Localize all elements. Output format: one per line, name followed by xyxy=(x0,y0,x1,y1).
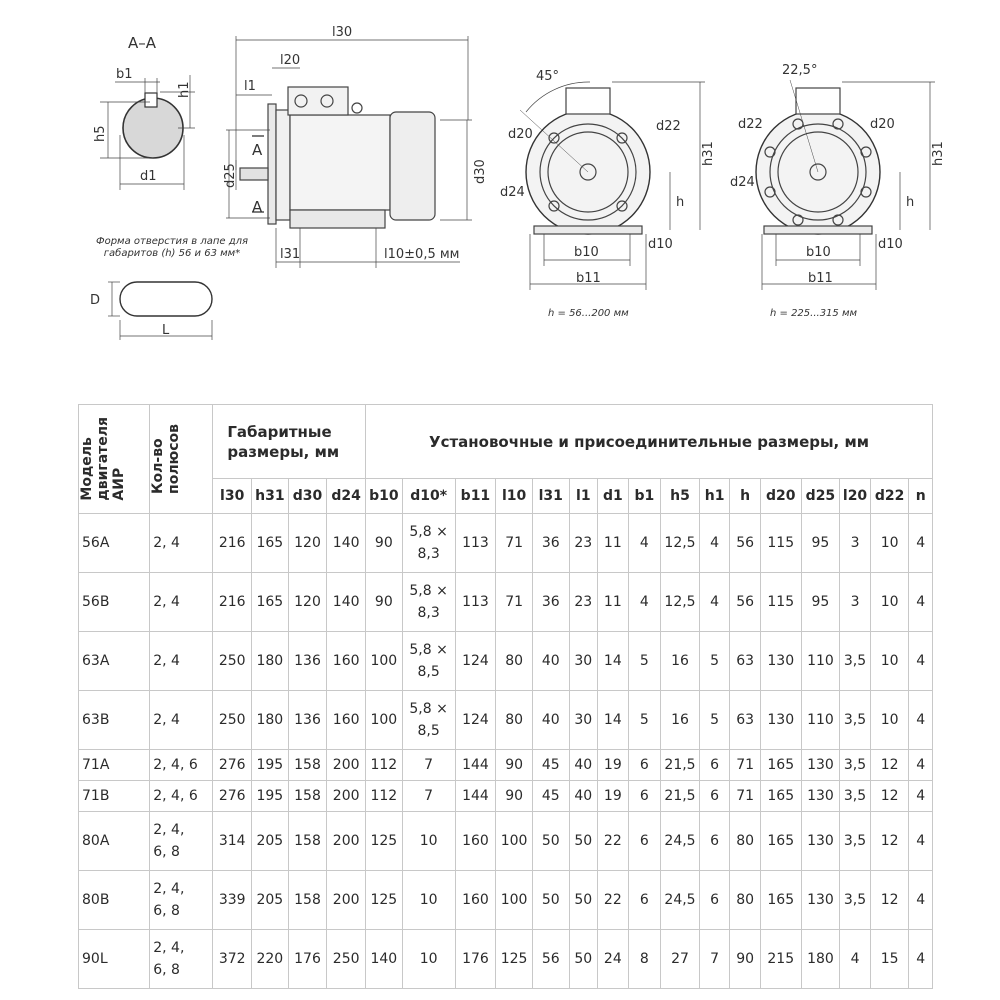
value-cell: 12,5 xyxy=(661,514,700,573)
dim-label: d24 xyxy=(730,175,755,190)
value-cell: 22 xyxy=(598,812,629,871)
poles-cell: 2, 4 xyxy=(150,691,213,750)
dim-label: h1 xyxy=(177,81,192,98)
value-cell: 14 xyxy=(598,691,629,750)
dim-label: h5 xyxy=(93,125,108,142)
column-header: l20 xyxy=(840,479,871,514)
value-cell: 40 xyxy=(532,632,569,691)
value-cell: 250 xyxy=(213,691,252,750)
value-cell: 372 xyxy=(213,930,252,989)
model-cell: 71B xyxy=(79,781,150,812)
table-row xyxy=(79,514,933,573)
value-cell: 165 xyxy=(252,573,289,632)
dim-label: l1 xyxy=(244,79,256,94)
column-header: b10 xyxy=(366,479,403,514)
value-cell: 112 xyxy=(366,781,403,812)
value-cell: 10 xyxy=(870,514,909,573)
value-cell: 4 xyxy=(909,871,933,930)
value-cell: 3,5 xyxy=(840,691,871,750)
value-cell: 24,5 xyxy=(661,871,700,930)
poles-cell: 2, 4 xyxy=(150,632,213,691)
column-header: d22 xyxy=(870,479,909,514)
value-cell: 6 xyxy=(628,812,661,871)
value-cell: 220 xyxy=(252,930,289,989)
table-row xyxy=(79,632,933,691)
value-cell: 100 xyxy=(496,812,533,871)
column-header: d30 xyxy=(288,479,327,514)
table-row xyxy=(79,871,933,930)
value-cell: 158 xyxy=(288,812,327,871)
value-cell: 80 xyxy=(496,691,533,750)
model-cell: 80A xyxy=(79,812,150,871)
value-cell: 6 xyxy=(699,871,730,930)
value-cell: 5 xyxy=(699,691,730,750)
dim-label: d10 xyxy=(648,237,673,252)
value-cell: 12 xyxy=(870,781,909,812)
value-cell: 50 xyxy=(569,930,598,989)
value-cell: 40 xyxy=(569,781,598,812)
value-cell: 130 xyxy=(760,691,801,750)
dim-label: b10 xyxy=(574,245,599,260)
value-cell: 250 xyxy=(213,632,252,691)
value-cell: 80 xyxy=(496,632,533,691)
value-cell: 125 xyxy=(366,871,403,930)
value-cell: 4 xyxy=(909,812,933,871)
value-cell: 56 xyxy=(532,930,569,989)
value-cell: 115 xyxy=(760,514,801,573)
value-cell: 23 xyxy=(569,514,598,573)
value-cell: 12 xyxy=(870,871,909,930)
value-cell: 14 xyxy=(598,632,629,691)
value-cell: 4 xyxy=(909,632,933,691)
dim-label: l31 xyxy=(280,247,301,262)
value-cell: 180 xyxy=(801,930,840,989)
value-cell: 7 xyxy=(402,781,455,812)
section-marker: A xyxy=(252,198,263,216)
value-cell: 100 xyxy=(366,632,403,691)
dimensions-table-wrapper xyxy=(78,404,933,989)
value-cell: 180 xyxy=(252,691,289,750)
value-cell: 120 xyxy=(288,514,327,573)
dim-label: h31 xyxy=(931,141,946,166)
dim-label: h xyxy=(676,195,685,210)
value-cell: 71 xyxy=(730,781,761,812)
value-cell: 176 xyxy=(455,930,496,989)
table-row xyxy=(79,781,933,812)
value-cell: 165 xyxy=(760,812,801,871)
value-cell: 7 xyxy=(699,930,730,989)
column-header: l30 xyxy=(213,479,252,514)
dim-label: L xyxy=(162,323,170,338)
value-cell: 10 xyxy=(870,691,909,750)
value-cell: 160 xyxy=(327,691,366,750)
value-cell: 6 xyxy=(628,781,661,812)
dim-label: d1 xyxy=(140,169,157,184)
value-cell: 90 xyxy=(496,750,533,781)
value-cell: 180 xyxy=(252,632,289,691)
column-header: d25 xyxy=(801,479,840,514)
value-cell: 112 xyxy=(366,750,403,781)
value-cell: 5 xyxy=(699,632,730,691)
poles-column-header: Кол-во полюсов xyxy=(150,405,213,514)
value-cell: 130 xyxy=(801,812,840,871)
value-cell: 130 xyxy=(760,632,801,691)
column-header: h xyxy=(730,479,761,514)
value-cell: 90 xyxy=(366,573,403,632)
column-header: d1 xyxy=(598,479,629,514)
front-view-1-caption: h = 56...200 мм xyxy=(548,308,629,319)
value-cell: 113 xyxy=(455,514,496,573)
value-cell: 144 xyxy=(455,750,496,781)
value-cell: 176 xyxy=(288,930,327,989)
value-cell: 4 xyxy=(699,514,730,573)
value-cell: 165 xyxy=(760,750,801,781)
dim-label: d30 xyxy=(473,159,488,184)
value-cell: 216 xyxy=(213,514,252,573)
hole-slot-drawing xyxy=(108,282,212,340)
value-cell: 63 xyxy=(730,632,761,691)
dim-label: b1 xyxy=(116,67,133,82)
column-header: h31 xyxy=(252,479,289,514)
column-header: d24 xyxy=(327,479,366,514)
value-cell: 124 xyxy=(455,632,496,691)
value-cell: 4 xyxy=(909,930,933,989)
value-cell: 5,8 × 8,5 xyxy=(402,691,455,750)
value-cell: 90 xyxy=(496,781,533,812)
model-cell: 80B xyxy=(79,871,150,930)
dim-label: b11 xyxy=(808,271,833,286)
value-cell: 56 xyxy=(730,573,761,632)
value-cell: 110 xyxy=(801,691,840,750)
value-cell: 158 xyxy=(288,871,327,930)
value-cell: 4 xyxy=(628,514,661,573)
poles-cell: 2, 4 xyxy=(150,573,213,632)
value-cell: 195 xyxy=(252,750,289,781)
value-cell: 4 xyxy=(909,573,933,632)
value-cell: 200 xyxy=(327,871,366,930)
dim-label: d10 xyxy=(878,237,903,252)
value-cell: 5,8 × 8,5 xyxy=(402,632,455,691)
value-cell: 140 xyxy=(366,930,403,989)
dim-label: d22 xyxy=(738,117,763,132)
value-cell: 63 xyxy=(730,691,761,750)
dim-label: D xyxy=(90,293,101,308)
value-cell: 140 xyxy=(327,514,366,573)
value-cell: 10 xyxy=(402,930,455,989)
value-cell: 90 xyxy=(730,930,761,989)
poles-cell: 2, 4, 6, 8 xyxy=(150,930,213,989)
dim-label: d24 xyxy=(500,185,525,200)
value-cell: 200 xyxy=(327,750,366,781)
value-cell: 120 xyxy=(288,573,327,632)
section-title: A–A xyxy=(128,34,157,52)
technical-drawings xyxy=(0,0,1000,380)
value-cell: 8 xyxy=(628,930,661,989)
value-cell: 200 xyxy=(327,781,366,812)
value-cell: 100 xyxy=(366,691,403,750)
poles-cell: 2, 4, 6, 8 xyxy=(150,871,213,930)
value-cell: 339 xyxy=(213,871,252,930)
table-row xyxy=(79,930,933,989)
value-cell: 36 xyxy=(532,514,569,573)
value-cell: 140 xyxy=(327,573,366,632)
value-cell: 40 xyxy=(532,691,569,750)
table-row xyxy=(79,750,933,781)
value-cell: 71 xyxy=(496,573,533,632)
value-cell: 250 xyxy=(327,930,366,989)
value-cell: 40 xyxy=(569,750,598,781)
value-cell: 3,5 xyxy=(840,812,871,871)
dim-label: h xyxy=(906,195,915,210)
poles-cell: 2, 4, 6, 8 xyxy=(150,812,213,871)
poles-cell: 2, 4 xyxy=(150,514,213,573)
value-cell: 24 xyxy=(598,930,629,989)
value-cell: 24,5 xyxy=(661,812,700,871)
table-row xyxy=(79,573,933,632)
value-cell: 71 xyxy=(496,514,533,573)
value-cell: 130 xyxy=(801,750,840,781)
model-cell: 56B xyxy=(79,573,150,632)
value-cell: 50 xyxy=(569,812,598,871)
dimensions-table xyxy=(78,404,933,989)
value-cell: 3 xyxy=(840,573,871,632)
value-cell: 113 xyxy=(455,573,496,632)
dim-label: b10 xyxy=(806,245,831,260)
column-header: h1 xyxy=(699,479,730,514)
value-cell: 12,5 xyxy=(661,573,700,632)
table-row xyxy=(79,812,933,871)
column-header: l10 xyxy=(496,479,533,514)
value-cell: 23 xyxy=(569,573,598,632)
value-cell: 11 xyxy=(598,573,629,632)
dim-label: d20 xyxy=(870,117,895,132)
value-cell: 12 xyxy=(870,750,909,781)
value-cell: 30 xyxy=(569,691,598,750)
value-cell: 195 xyxy=(252,781,289,812)
value-cell: 19 xyxy=(598,750,629,781)
front-view-2-drawing xyxy=(756,80,935,290)
value-cell: 6 xyxy=(699,750,730,781)
value-cell: 4 xyxy=(909,781,933,812)
value-cell: 4 xyxy=(909,750,933,781)
value-cell: 30 xyxy=(569,632,598,691)
value-cell: 3,5 xyxy=(840,632,871,691)
value-cell: 45 xyxy=(532,781,569,812)
angle-label: 22,5° xyxy=(782,63,818,78)
value-cell: 10 xyxy=(402,871,455,930)
table-row xyxy=(79,691,933,750)
value-cell: 6 xyxy=(699,781,730,812)
dim-label: l30 xyxy=(332,25,353,40)
value-cell: 22 xyxy=(598,871,629,930)
motor-side-drawing xyxy=(226,36,472,268)
value-cell: 160 xyxy=(327,632,366,691)
value-cell: 19 xyxy=(598,781,629,812)
value-cell: 205 xyxy=(252,871,289,930)
model-cell: 63A xyxy=(79,632,150,691)
model-column-header: Модель двигателя АИР xyxy=(79,405,150,514)
value-cell: 15 xyxy=(870,930,909,989)
value-cell: 6 xyxy=(628,750,661,781)
value-cell: 5 xyxy=(628,632,661,691)
dim-label: d22 xyxy=(656,119,681,134)
value-cell: 10 xyxy=(870,573,909,632)
model-cell: 71A xyxy=(79,750,150,781)
model-cell: 90L xyxy=(79,930,150,989)
overall-dimensions-header: Габаритные размеры, мм xyxy=(213,405,366,479)
value-cell: 6 xyxy=(699,812,730,871)
value-cell: 3,5 xyxy=(840,750,871,781)
value-cell: 12 xyxy=(870,812,909,871)
value-cell: 5,8 × 8,3 xyxy=(402,514,455,573)
value-cell: 50 xyxy=(569,871,598,930)
column-header: d10* xyxy=(402,479,455,514)
section-marker: A xyxy=(252,141,263,159)
value-cell: 125 xyxy=(366,812,403,871)
value-cell: 36 xyxy=(532,573,569,632)
value-cell: 45 xyxy=(532,750,569,781)
value-cell: 276 xyxy=(213,750,252,781)
value-cell: 10 xyxy=(402,812,455,871)
value-cell: 215 xyxy=(760,930,801,989)
value-cell: 5,8 × 8,3 xyxy=(402,573,455,632)
drawings-svg xyxy=(0,0,1000,380)
value-cell: 130 xyxy=(801,781,840,812)
value-cell: 95 xyxy=(801,514,840,573)
column-header: b11 xyxy=(455,479,496,514)
value-cell: 160 xyxy=(455,871,496,930)
column-header: n xyxy=(909,479,933,514)
value-cell: 3,5 xyxy=(840,871,871,930)
value-cell: 158 xyxy=(288,750,327,781)
dim-label: d25 xyxy=(223,163,238,188)
value-cell: 4 xyxy=(909,514,933,573)
value-cell: 50 xyxy=(532,871,569,930)
column-header: h5 xyxy=(661,479,700,514)
value-cell: 165 xyxy=(252,514,289,573)
value-cell: 7 xyxy=(402,750,455,781)
value-cell: 80 xyxy=(730,812,761,871)
value-cell: 4 xyxy=(840,930,871,989)
value-cell: 276 xyxy=(213,781,252,812)
value-cell: 16 xyxy=(661,691,700,750)
front-view-2-caption: h = 225...315 мм xyxy=(770,308,858,319)
column-header: l1 xyxy=(569,479,598,514)
value-cell: 11 xyxy=(598,514,629,573)
value-cell: 5 xyxy=(628,691,661,750)
value-cell: 136 xyxy=(288,691,327,750)
value-cell: 144 xyxy=(455,781,496,812)
dim-label: l20 xyxy=(280,53,301,68)
value-cell: 6 xyxy=(628,871,661,930)
value-cell: 21,5 xyxy=(661,781,700,812)
value-cell: 124 xyxy=(455,691,496,750)
value-cell: 27 xyxy=(661,930,700,989)
dim-label: h31 xyxy=(701,141,716,166)
value-cell: 205 xyxy=(252,812,289,871)
value-cell: 130 xyxy=(801,871,840,930)
model-cell: 56A xyxy=(79,514,150,573)
value-cell: 314 xyxy=(213,812,252,871)
value-cell: 216 xyxy=(213,573,252,632)
value-cell: 115 xyxy=(760,573,801,632)
value-cell: 4 xyxy=(699,573,730,632)
column-header: b1 xyxy=(628,479,661,514)
column-header: d20 xyxy=(760,479,801,514)
value-cell: 50 xyxy=(532,812,569,871)
value-cell: 80 xyxy=(730,871,761,930)
poles-cell: 2, 4, 6 xyxy=(150,750,213,781)
value-cell: 4 xyxy=(628,573,661,632)
front-view-1-drawing xyxy=(520,82,705,290)
angle-label: 45° xyxy=(536,69,560,84)
dim-label: b11 xyxy=(576,271,601,286)
mounting-dimensions-header: Установочные и присоединительные размеры, мм xyxy=(366,405,933,479)
column-header: l31 xyxy=(532,479,569,514)
hole-shape-note: Форма отверстия в лапе для габаритов (h) 56 и 63 мм* xyxy=(95,236,249,259)
value-cell: 95 xyxy=(801,573,840,632)
value-cell: 165 xyxy=(760,871,801,930)
value-cell: 90 xyxy=(366,514,403,573)
value-cell: 158 xyxy=(288,781,327,812)
value-cell: 71 xyxy=(730,750,761,781)
value-cell: 56 xyxy=(730,514,761,573)
value-cell: 16 xyxy=(661,632,700,691)
value-cell: 200 xyxy=(327,812,366,871)
value-cell: 4 xyxy=(909,691,933,750)
value-cell: 125 xyxy=(496,930,533,989)
value-cell: 165 xyxy=(760,781,801,812)
value-cell: 21,5 xyxy=(661,750,700,781)
value-cell: 136 xyxy=(288,632,327,691)
value-cell: 100 xyxy=(496,871,533,930)
dim-label: l10±0,5 мм xyxy=(384,247,460,262)
value-cell: 3,5 xyxy=(840,781,871,812)
value-cell: 160 xyxy=(455,812,496,871)
value-cell: 110 xyxy=(801,632,840,691)
model-cell: 63B xyxy=(79,691,150,750)
dim-label: d20 xyxy=(508,127,533,142)
value-cell: 10 xyxy=(870,632,909,691)
poles-cell: 2, 4, 6 xyxy=(150,781,213,812)
value-cell: 3 xyxy=(840,514,871,573)
